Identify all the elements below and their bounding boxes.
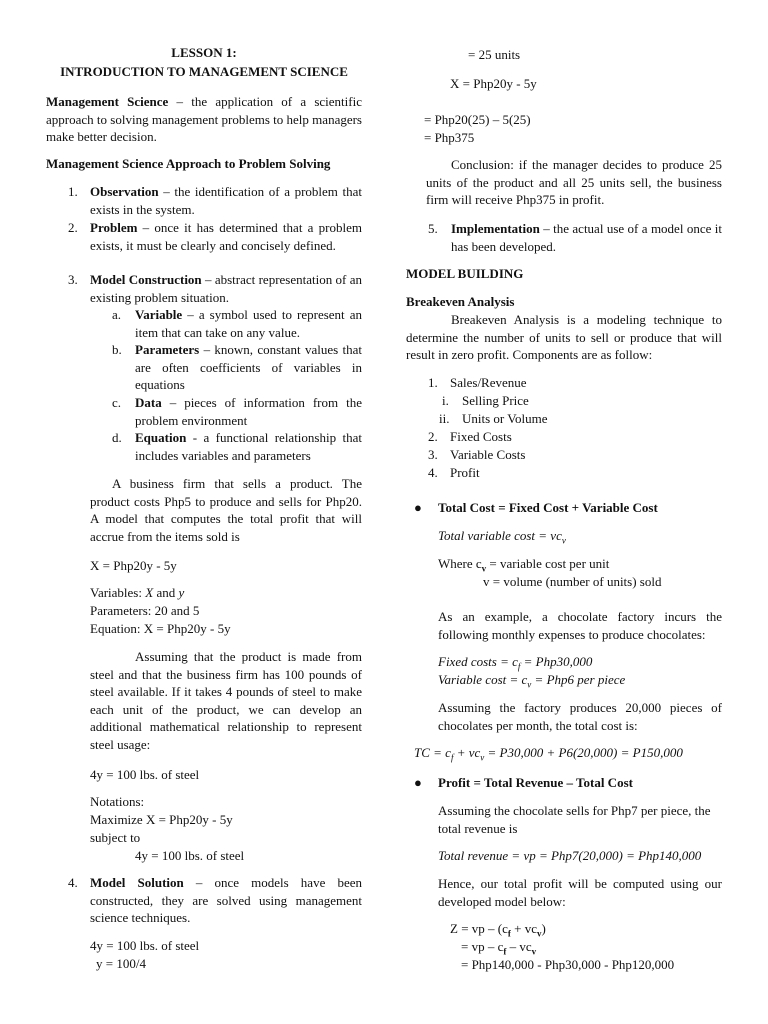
step-3 [68,271,362,306]
step-1-number: 1. [68,184,78,199]
produce-paragraph: Assuming the factory produces 20,000 pieces of chocolates per month, the total cost is: [438,700,722,733]
sub-item-c [112,394,362,429]
sub-item-c-term: Data [135,395,162,410]
variable-cost-a: Variable cost = c [438,672,528,687]
z2-sub-2: v [531,946,537,957]
sub-item-d-term: Equation [135,430,187,445]
sub-item-b-letter: b. [112,342,122,357]
variable-cost-b: = Php6 per piece [531,672,626,687]
variable-cost-sub: v [527,679,532,690]
component-4 [428,464,480,482]
component-1-i-number: i. [442,393,449,408]
z1-b: + vc [510,921,537,936]
ms-term: Management Science [46,94,169,109]
component-1-text: Sales/Revenue [450,375,527,390]
step-4-term: Model Solution [90,875,184,890]
component-4-number: 4. [428,465,438,480]
component-1-number: 1. [428,375,438,390]
v-definition: v = volume (number of units) sold [483,574,662,589]
maximize-line: Maximize X = Php20y - 5y [90,812,233,827]
ms-definition [46,93,362,146]
z-line-2 [461,938,536,956]
tvc-text: Total variable cost = vc [438,528,562,543]
component-1-ii [439,410,547,428]
step-1-def: – the identification of a problem that exists in the system. [90,184,362,217]
approach-heading: Management Science Approach to Problem Solving [46,156,331,171]
component-1 [428,374,527,392]
bullet-dot-icon: ● [414,500,422,515]
step-3-text [90,271,362,306]
tc-sub-2: v [480,752,485,763]
z1-sub-2: v [536,928,542,939]
step-4-text [90,874,362,927]
variables-y: y [178,585,185,600]
component-2-number: 2. [428,429,438,444]
sub-item-a-def: – a symbol used to represent an item that can take on any value. [135,307,362,340]
z2-a: = vp – c [461,939,504,954]
step-1-term: Observation [90,184,159,199]
bullet-profit-text: Profit = Total Revenue – Total Cost [438,775,633,790]
variables-and: and [153,585,179,600]
component-3-number: 3. [428,447,438,462]
tvc-line [438,527,566,545]
total-cost-equation [414,744,683,762]
sub-item-d [112,429,362,464]
step-3-number: 3. [68,272,78,287]
breakeven-paragraph: Breakeven Analysis is a modeling technique to determine the number of units to sell or produce that will result in zero profit. Components are as follow: [406,312,722,362]
subject-to-label: subject to [90,830,141,845]
tc-c: = P30,000 + P6(20,000) = P150,000 [484,745,683,760]
fixed-costs-line [438,653,592,671]
bullet-total-cost [406,499,658,517]
sub-item-b-term: Parameters [135,342,200,357]
variables-x: X [145,585,154,600]
model-equation: X = Php20y - 5y [90,558,177,573]
sub-item-d-def: - a functional relationship that includes variables and parameters [135,430,362,463]
where-line [438,555,609,573]
component-3 [428,446,525,464]
fixed-costs-b: = Php30,000 [520,654,593,669]
step-3-def: – abstract representation of an existing problem situation. [90,272,362,305]
step-5-term: Implementation [451,221,540,236]
z1-a: Z = vp – (c [450,921,508,936]
where-label: Where c [438,556,482,571]
step-2-number: 2. [68,220,78,235]
chocolate-paragraph: As an example, a chocolate factory incurs the following monthly expenses to produce chocolates: [438,609,722,642]
lesson-title: INTRODUCTION TO MANAGEMENT SCIENCE [60,64,348,79]
component-1-i [442,392,529,410]
solution-line-3: = 25 units [468,47,521,62]
tc-sub-1: f [450,752,454,763]
example-paragraph: A business firm that sells a product. The product costs Php5 to produce and sells for Php20. A model that computes the total profit that will accrue from the items sold is [90,476,362,544]
calc-line-1: = Php20(25) – 5(25) [424,112,531,127]
step-5 [428,220,722,255]
fixed-costs-a: Fixed costs = c [438,654,518,669]
step-2-text [90,219,362,254]
step-4 [68,874,362,927]
sells-paragraph: Assuming the chocolate sells for Php7 per piece, the total revenue is [438,803,711,836]
sub-item-b-text [135,341,362,394]
sub-item-c-letter: c. [112,395,122,410]
sub-item-d-letter: d. [112,430,122,445]
sub-item-b-def: – known, constant values that are often coefficients of variables in equations [135,342,362,392]
step-5-number: 5. [428,221,438,236]
z-line-3: = Php140,000 - Php30,000 - Php120,000 [461,957,675,972]
revenue-equation: Total revenue = vp = Php7(20,000) = Php140,000 [438,848,702,863]
parameters-line: Parameters: 20 and 5 [90,603,200,618]
variable-cost-line [438,671,625,689]
z-line-1 [450,920,546,938]
sub-item-a-text [135,306,362,341]
notations-label: Notations: [90,794,145,809]
step-2 [68,219,362,254]
x-equation: X = Php20y - 5y [450,76,537,91]
z1-c: ) [541,921,546,936]
variables-label: Variables: [90,585,146,600]
tc-a: TC = c [414,745,451,760]
fixed-costs-sub: f [517,661,521,672]
breakeven-heading: Breakeven Analysis [406,294,515,309]
component-3-text: Variable Costs [450,447,526,462]
step-5-def: – the actual use of a model once it has been developed. [451,221,722,254]
component-1-i-text: Selling Price [462,393,529,408]
variables-line [90,584,184,602]
solution-line-1: 4y = 100 lbs. of steel [90,938,200,953]
conclusion-paragraph: Conclusion: if the manager decides to produce 25 units of the product and all 25 units sell, the business firm will receive Php375 in profit. [426,157,722,207]
step-4-number: 4. [68,875,78,890]
component-1-ii-number: ii. [439,411,450,426]
where-rest: = variable cost per unit [486,556,610,571]
component-2 [428,428,512,446]
where-sub: v [481,563,487,574]
sub-item-d-text [135,429,362,464]
bullet-profit [406,774,633,792]
step-5-text [451,220,722,255]
sub-item-c-def: – pieces of information from the problem environment [135,395,362,428]
step-1-text [90,183,362,218]
step-1 [68,183,362,218]
step-2-term: Problem [90,220,138,235]
solution-line-2: y = 100/4 [96,956,146,971]
ms-def-text: – the application of a scientific approach to solving management problems to help managers make better decision. [46,94,362,144]
z2-b: – vc [506,939,532,954]
sub-item-a [112,306,362,341]
steel-equation: 4y = 100 lbs. of steel [90,767,200,782]
tc-b: + vc [453,745,481,760]
sub-item-a-term: Variable [135,307,183,322]
step-4-def: – once models have been constructed, they are solved using management science techniques. [90,875,362,925]
step-2-def: – once it has determined that a problem exists, it must be clearly and concisely defined. [90,220,362,253]
steel-paragraph: Assuming that the product is made from steel and that the business firm has 100 pounds of steel available. If it takes 4 pounds of steel to make each unit of the product, we can develop an additional mathematical relationship to represent steel usage: [90,649,362,752]
constraint-line: 4y = 100 lbs. of steel [135,848,245,863]
component-4-text: Profit [450,465,480,480]
model-building-heading: MODEL BUILDING [406,266,524,281]
lesson-number: LESSON 1: [171,45,237,60]
sub-item-b [112,341,362,394]
z1-sub-1: f [507,928,511,939]
bullet-total-cost-text: Total Cost = Fixed Cost + Variable Cost [438,500,658,515]
component-2-text: Fixed Costs [450,429,512,444]
step-3-term: Model Construction [90,272,202,287]
sub-item-c-text [135,394,362,429]
tvc-sub: v [561,535,566,546]
hence-paragraph: Hence, our total profit will be computed using our developed model below: [438,876,722,909]
equation-line: Equation: X = Php20y - 5y [90,621,231,636]
component-1-ii-text: Units or Volume [462,411,548,426]
z2-sub-1: f [503,946,507,957]
sub-item-a-letter: a. [112,307,122,322]
bullet-dot-icon: ● [414,775,422,790]
calc-line-2: = Php375 [424,130,475,145]
